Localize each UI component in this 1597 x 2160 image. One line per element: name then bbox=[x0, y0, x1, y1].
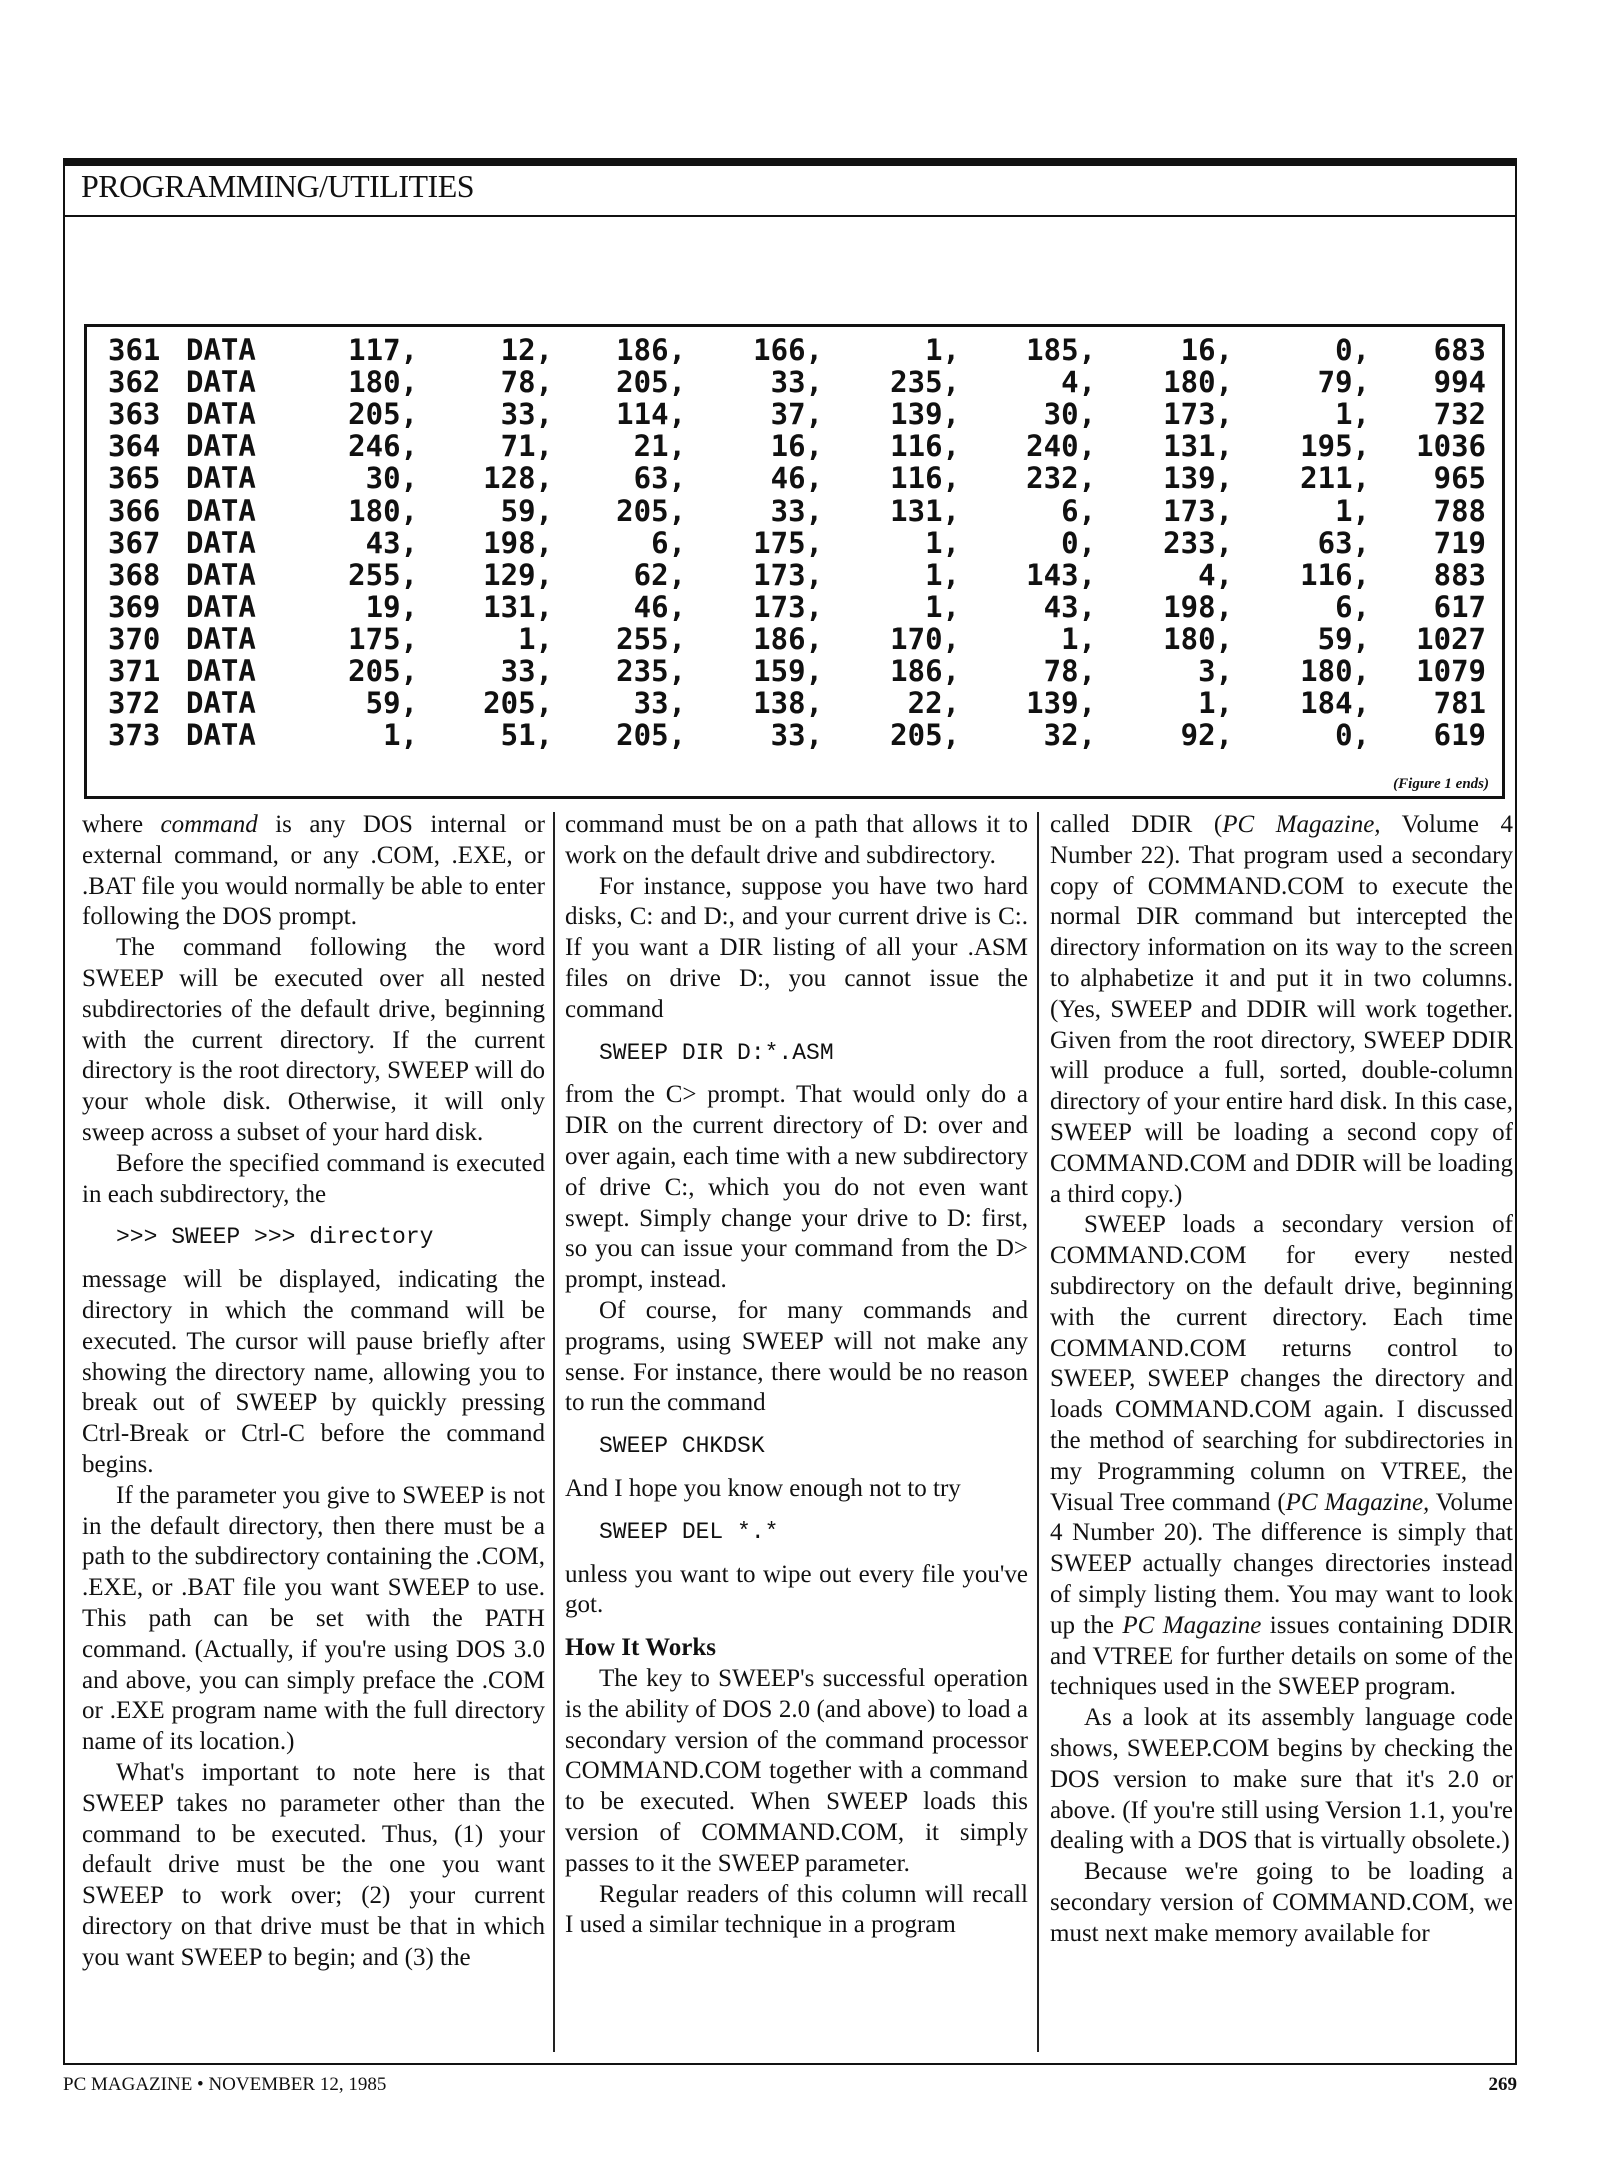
data-value: 0, bbox=[1335, 718, 1370, 753]
data-keyword: DATA bbox=[186, 654, 256, 688]
data-value: 205, bbox=[890, 718, 960, 753]
data-value: 255, bbox=[616, 621, 686, 656]
data-value: 232, bbox=[1026, 461, 1096, 496]
paragraph: The command following the word SWEEP will be executed over all nested subdirectories of the default drive, beginning with the current directory. If the current directory is the root directory, SWEEP will do your whole disk. Otherwise, it will only sweep across a subset of your hard disk. bbox=[82, 934, 545, 1146]
data-value: 12, bbox=[500, 333, 553, 367]
listing-line bbox=[108, 719, 1508, 751]
checksum-value: 883 bbox=[1433, 557, 1486, 592]
data-keyword: DATA bbox=[186, 718, 256, 753]
data-value: 33, bbox=[500, 397, 553, 432]
paragraph: As a look at its assembly language code shows, SWEEP.COM begins by checking the DOS version to make sure that it's 2.0 or above. (If you're still using Version 1.1, you're dealing with a DOS that is virtually obsolete.) bbox=[1050, 1704, 1513, 1855]
paragraph: If the parameter you give to SWEEP is not in the default directory, then there must be a path to the subdirectory containing the .COM, .EXE, or .BAT file you want SWEEP to use. This path can be set with the PATH command. (Actually, if you're using DOS 3.0 and above, you can simply preface the .COM or .EXE program name with the full directory name of its location.) bbox=[82, 1481, 545, 1756]
paragraph: Before the specified command is executed in each subdirectory, the bbox=[82, 1149, 545, 1208]
data-value: 205, bbox=[348, 397, 418, 432]
data-value: 184, bbox=[1300, 686, 1370, 721]
checksum-value: 1079 bbox=[1416, 654, 1486, 688]
listing-line bbox=[108, 430, 1508, 462]
data-value: 139, bbox=[1163, 461, 1233, 496]
data-value: 205, bbox=[616, 718, 686, 753]
data-value: 246, bbox=[348, 429, 418, 464]
figure-caption: (Figure 1 ends) bbox=[1393, 776, 1489, 792]
data-value: 3, bbox=[1198, 654, 1233, 688]
article-column-1 bbox=[82, 810, 545, 1973]
data-value: 1, bbox=[925, 557, 960, 592]
listing-line bbox=[108, 623, 1508, 655]
data-value: 211, bbox=[1300, 461, 1370, 496]
data-value: 59, bbox=[500, 493, 553, 528]
data-value: 0, bbox=[1335, 333, 1370, 367]
data-value: 205, bbox=[483, 686, 553, 721]
line-number: 361 bbox=[108, 333, 161, 367]
data-keyword: DATA bbox=[186, 557, 256, 592]
article-column-3 bbox=[1050, 810, 1513, 1949]
data-value: 1, bbox=[383, 718, 418, 753]
data-value: 205, bbox=[616, 365, 686, 400]
data-value: 1, bbox=[518, 621, 553, 656]
data-keyword: DATA bbox=[186, 621, 256, 656]
column-divider bbox=[553, 812, 555, 2052]
paragraph: unless you want to wipe out every file you've got. bbox=[565, 1560, 1028, 1619]
data-value: 0, bbox=[1061, 525, 1096, 560]
data-value: 79, bbox=[1317, 365, 1370, 400]
paragraph: And I hope you know enough not to try bbox=[565, 1474, 961, 1502]
data-value: 240, bbox=[1026, 429, 1096, 464]
data-value: 4, bbox=[1198, 557, 1233, 592]
data-value: 198, bbox=[1163, 589, 1233, 624]
data-keyword: DATA bbox=[186, 429, 256, 464]
data-value: 78, bbox=[1043, 654, 1096, 688]
data-value: 235, bbox=[890, 365, 960, 400]
paragraph: called DDIR (PC Magazine, Volume 4 Number 22). That program used a secondary copy of COMMAND.COM to execute the normal DIR command but intercepted the directory information on its way to the screen to alphabetize it and put it in two columns. (Yes, SWEEP and DDIR will work together. Given from the root directory, SWEEP DDIR will produce a full, sorted, double-column directory of your entire hard disk. In this case, SWEEP will be loading a second copy of COMMAND.COM and DDIR will be loading a third copy.) bbox=[1050, 811, 1513, 1208]
data-value: 116, bbox=[890, 429, 960, 464]
data-value: 4, bbox=[1061, 365, 1096, 400]
section-top-bar bbox=[63, 158, 1517, 166]
data-value: 159, bbox=[753, 654, 823, 688]
data-value: 166, bbox=[753, 333, 823, 367]
checksum-value: 619 bbox=[1433, 718, 1486, 753]
data-value: 33, bbox=[770, 365, 823, 400]
data-keyword: DATA bbox=[186, 333, 256, 367]
data-value: 173, bbox=[753, 589, 823, 624]
data-value: 139, bbox=[1026, 686, 1096, 721]
data-keyword: DATA bbox=[186, 365, 256, 400]
data-value: 1, bbox=[925, 525, 960, 560]
data-value: 30, bbox=[365, 461, 418, 496]
data-value: 33, bbox=[770, 493, 823, 528]
data-value: 173, bbox=[1163, 397, 1233, 432]
data-value: 37, bbox=[770, 397, 823, 432]
checksum-value: 1036 bbox=[1416, 429, 1486, 464]
data-value: 180, bbox=[1300, 654, 1370, 688]
data-value: 180, bbox=[348, 365, 418, 400]
data-keyword: DATA bbox=[186, 461, 256, 496]
listing-line bbox=[108, 591, 1508, 623]
data-value: 205, bbox=[348, 654, 418, 688]
data-keyword: DATA bbox=[186, 397, 256, 432]
data-value: 170, bbox=[890, 621, 960, 656]
listing-line bbox=[108, 462, 1508, 494]
data-value: 1, bbox=[1061, 621, 1096, 656]
data-value: 22, bbox=[907, 686, 960, 721]
data-value: 43, bbox=[365, 525, 418, 560]
data-value: 1, bbox=[1198, 686, 1233, 721]
data-value: 138, bbox=[753, 686, 823, 721]
data-value: 180, bbox=[1163, 365, 1233, 400]
paragraph: Of course, for many commands and programs, using SWEEP will not make any sense. For instance, there would be no reason to run the command bbox=[565, 1296, 1028, 1417]
line-number: 364 bbox=[108, 429, 161, 464]
checksum-value: 965 bbox=[1433, 461, 1486, 496]
section-rule bbox=[63, 215, 1517, 217]
data-value: 71, bbox=[500, 429, 553, 464]
line-number: 366 bbox=[108, 493, 161, 528]
data-value: 131, bbox=[1163, 429, 1233, 464]
data-value: 131, bbox=[483, 589, 553, 624]
code-example: >>> SWEEP >>> directory bbox=[116, 1224, 434, 1251]
paragraph: SWEEP loads a secondary version of COMMAND.COM for every nested subdirectory on the default drive, beginning with the current directory. Each time COMMAND.COM returns control to SWEEP, SWEEP changes the directory and loads COMMAND.COM again. I discussed the method of searching for subdirectories in my Programming column on VTREE, the Visual Tree command (PC Magazine, Volume 4 Number 20). The difference is simply that SWEEP actually changes directories instead of simply listing them. You may want to look up the PC Magazine issues containing DDIR and VTREE for further details on some of the techniques used in the SWEEP program. bbox=[1050, 1211, 1514, 1701]
data-value: 59, bbox=[1317, 621, 1370, 656]
data-value: 33, bbox=[500, 654, 553, 688]
data-keyword: DATA bbox=[186, 686, 256, 721]
data-value: 62, bbox=[633, 557, 686, 592]
data-value: 32, bbox=[1043, 718, 1096, 753]
data-value: 33, bbox=[770, 718, 823, 753]
checksum-value: 732 bbox=[1433, 397, 1486, 432]
paragraph: For instance, suppose you have two hard disks, C: and D:, and your current drive is C:. If you want a DIR listing of all your .ASM files on drive D:, you cannot issue the command bbox=[565, 872, 1028, 1023]
paragraph: command must be on a path that allows it to work on the default drive and subdirectory. bbox=[565, 811, 1028, 869]
listing-line bbox=[108, 398, 1508, 430]
data-value: 143, bbox=[1026, 557, 1096, 592]
line-number: 372 bbox=[108, 686, 161, 721]
data-value: 255, bbox=[348, 557, 418, 592]
listing-line bbox=[108, 495, 1508, 527]
data-value: 198, bbox=[483, 525, 553, 560]
code-example: SWEEP DIR D:*.ASM bbox=[599, 1039, 834, 1066]
data-value: 233, bbox=[1163, 525, 1233, 560]
data-value: 235, bbox=[616, 654, 686, 688]
data-value: 186, bbox=[890, 654, 960, 688]
data-value: 185, bbox=[1026, 333, 1096, 367]
data-value: 180, bbox=[1163, 621, 1233, 656]
listing-line bbox=[108, 527, 1508, 559]
data-value: 6, bbox=[1335, 589, 1370, 624]
data-value: 1, bbox=[1335, 397, 1370, 432]
paragraph: What's important to note here is that SWEEP takes no parameter other than the command to be executed. Thus, (1) your default drive must be the one you want SWEEP to work over; (2) your current directory on that drive must be that in which you want SWEEP to begin; and (3) the bbox=[82, 1758, 545, 1971]
data-value: 116, bbox=[1300, 557, 1370, 592]
line-number: 373 bbox=[108, 718, 161, 753]
data-keyword: DATA bbox=[186, 589, 256, 624]
data-value: 51, bbox=[500, 718, 553, 753]
checksum-value: 719 bbox=[1433, 525, 1486, 560]
line-number: 369 bbox=[108, 589, 161, 624]
data-value: 175, bbox=[753, 525, 823, 560]
data-value: 21, bbox=[633, 429, 686, 464]
column-divider bbox=[1037, 812, 1039, 2052]
page-number: 269 bbox=[1488, 2074, 1517, 2095]
data-keyword: DATA bbox=[186, 493, 256, 528]
data-value: 195, bbox=[1300, 429, 1370, 464]
listing-line bbox=[108, 687, 1508, 719]
paragraph: Because we're going to be loading a secondary version of COMMAND.COM, we must next make memory available for bbox=[1050, 1858, 1513, 1947]
data-value: 63, bbox=[1317, 525, 1370, 560]
listing-line bbox=[108, 334, 1508, 366]
line-number: 370 bbox=[108, 621, 161, 656]
data-value: 131, bbox=[890, 493, 960, 528]
line-number: 367 bbox=[108, 525, 161, 560]
data-value: 1, bbox=[1335, 493, 1370, 528]
data-value: 19, bbox=[365, 589, 418, 624]
data-value: 16, bbox=[1180, 333, 1233, 367]
listing-line bbox=[108, 559, 1508, 591]
data-value: 186, bbox=[616, 333, 686, 367]
paragraph: message will be displayed, indicating the directory in which the command will be executed. The cursor will pause briefly after showing the directory name, allowing you to break out of SWEEP by quickly pressing Ctrl-Break or Ctrl-C before the command begins. bbox=[82, 1266, 545, 1478]
data-value: 6, bbox=[651, 525, 686, 560]
data-value: 30, bbox=[1043, 397, 1096, 432]
data-value: 116, bbox=[890, 461, 960, 496]
subheading: How It Works bbox=[565, 1634, 716, 1662]
data-value: 173, bbox=[753, 557, 823, 592]
data-value: 46, bbox=[770, 461, 823, 496]
data-value: 6, bbox=[1061, 493, 1096, 528]
listing-line bbox=[108, 366, 1508, 398]
section-title: PROGRAMMING/UTILITIES bbox=[81, 168, 475, 204]
paragraph: The key to SWEEP's successful operation is the ability of DOS 2.0 (and above) to load a secondary version of the command processor COMMAND.COM together with a command to be executed. When SWEEP loads this version of COMMAND.COM, it simply passes to it the SWEEP parameter. bbox=[565, 1664, 1028, 1877]
line-number: 363 bbox=[108, 397, 161, 432]
line-number: 368 bbox=[108, 557, 161, 592]
paragraph: where command is any DOS internal or external command, or any .COM, .EXE, or .BAT file you would normally be able to enter following the DOS prompt. bbox=[82, 811, 545, 931]
data-value: 129, bbox=[483, 557, 553, 592]
checksum-value: 1027 bbox=[1416, 621, 1486, 656]
code-example: SWEEP DEL *.* bbox=[599, 1518, 779, 1545]
data-value: 1, bbox=[925, 333, 960, 367]
data-keyword: DATA bbox=[186, 525, 256, 560]
data-value: 128, bbox=[483, 461, 553, 496]
data-value: 33, bbox=[633, 686, 686, 721]
paragraph: from the C> prompt. That would only do a DIR on the current directory of D: over and over again, each time with a new subdirectory of drive C:, which you do not even want swept. Simply change your drive to D: first, so you can issue your command from the D> prompt, instead. bbox=[565, 1081, 1028, 1294]
checksum-value: 781 bbox=[1433, 686, 1486, 721]
checksum-value: 788 bbox=[1433, 493, 1486, 528]
checksum-value: 617 bbox=[1433, 589, 1486, 624]
paragraph: Regular readers of this column will recall I used a similar technique in a program bbox=[565, 1880, 1028, 1939]
data-value: 46, bbox=[633, 589, 686, 624]
data-value: 92, bbox=[1180, 718, 1233, 753]
data-value: 114, bbox=[616, 397, 686, 432]
data-value: 43, bbox=[1043, 589, 1096, 624]
data-value: 117, bbox=[348, 333, 418, 367]
data-value: 59, bbox=[365, 686, 418, 721]
checksum-value: 994 bbox=[1433, 365, 1486, 400]
data-value: 78, bbox=[500, 365, 553, 400]
data-value: 205, bbox=[616, 493, 686, 528]
checksum-value: 683 bbox=[1433, 333, 1486, 367]
line-number: 365 bbox=[108, 461, 161, 496]
data-value: 16, bbox=[770, 429, 823, 464]
data-value: 186, bbox=[753, 621, 823, 656]
data-value: 173, bbox=[1163, 493, 1233, 528]
data-value: 180, bbox=[348, 493, 418, 528]
article-column-2 bbox=[565, 810, 1028, 1941]
data-value: 63, bbox=[633, 461, 686, 496]
listing-line bbox=[108, 655, 1508, 687]
line-number: 371 bbox=[108, 654, 161, 688]
code-example: SWEEP CHKDSK bbox=[599, 1433, 765, 1460]
publication-footer: PC MAGAZINE • NOVEMBER 12, 1985 bbox=[63, 2074, 387, 2095]
data-value: 175, bbox=[348, 621, 418, 656]
data-value: 1, bbox=[925, 589, 960, 624]
data-value: 139, bbox=[890, 397, 960, 432]
line-number: 362 bbox=[108, 365, 161, 400]
